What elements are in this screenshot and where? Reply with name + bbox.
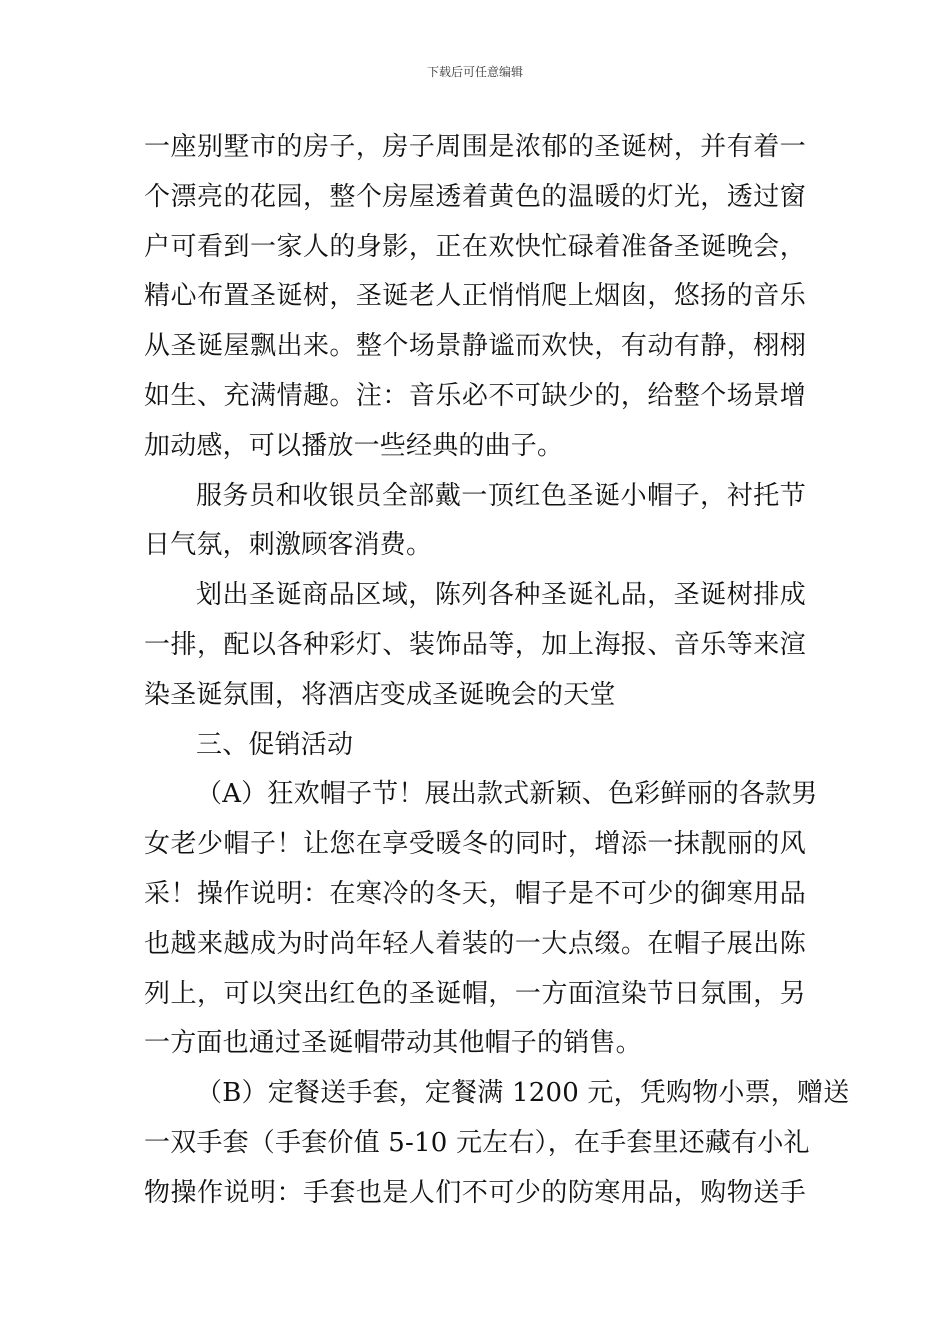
text-line: 精心布置圣诞树，圣诞老人正悄悄爬上烟囱，悠扬的音乐	[144, 281, 806, 312]
text-line: 采！操作说明：在寒冷的冬天，帽子是不可少的御寒用品	[144, 878, 806, 909]
paragraph-first-line: （B）定餐送手套，定餐满 1200 元，凭购物小票，赠送	[196, 1078, 850, 1109]
paragraph-first-line: 服务员和收银员全部戴一顶红色圣诞小帽子，衬托节	[196, 480, 806, 511]
text-line: 一座别墅市的房子，房子周围是浓郁的圣诞树，并有着一	[144, 132, 806, 162]
text-line: 一方面也通过圣诞帽带动其他帽子的销售。	[144, 1028, 642, 1059]
text-line: 物操作说明：手套也是人们不可少的防寒用品，购物送手	[144, 1177, 806, 1208]
text-line: 也越来越成为时尚年轻人着装的一大点缀。在帽子展出陈	[144, 928, 806, 959]
text-line: 一排，配以各种彩灯、装饰品等，加上海报、音乐等来渲	[144, 629, 806, 660]
text-line: 个漂亮的花园，整个房屋透着黄色的温暖的灯光，透过窗	[144, 181, 806, 212]
document-body	[144, 123, 850, 1219]
text-line: 列上，可以突出红色的圣诞帽，一方面渲染节日氛围，另	[144, 978, 806, 1009]
paragraph-first-line: 划出圣诞商品区域，陈列各种圣诞礼品，圣诞树排成	[196, 580, 806, 611]
text-line: 日气氛，刺激顾客消费。	[144, 530, 433, 561]
text-line: 如生、充满情趣。注：音乐必不可缺少的，给整个场景增	[144, 380, 806, 411]
text-line: 从圣诞屋飘出来。整个场景静谧而欢快，有动有静，栩栩	[144, 331, 806, 362]
text-line: 加动感，可以播放一些经典的曲子。	[144, 430, 564, 461]
paragraph-first-line: （A）狂欢帽子节！展出款式新颖、色彩鲜丽的各款男	[196, 779, 818, 810]
text-line: 户可看到一家人的身影，正在欢快忙碌着准备圣诞晚会，	[144, 231, 806, 262]
page-header: 下载后可任意编辑	[426, 65, 523, 79]
text-line: 一双手套（手套价值 5-10 元左右），在手套里还藏有小礼	[144, 1127, 810, 1158]
section-heading: 三、促销活动	[196, 729, 354, 760]
text-line: 染圣诞氛围，将酒店变成圣诞晚会的天堂	[144, 679, 616, 710]
text-line: 女老少帽子！让您在享受暖冬的同时，增添一抹靓丽的风	[144, 829, 806, 860]
